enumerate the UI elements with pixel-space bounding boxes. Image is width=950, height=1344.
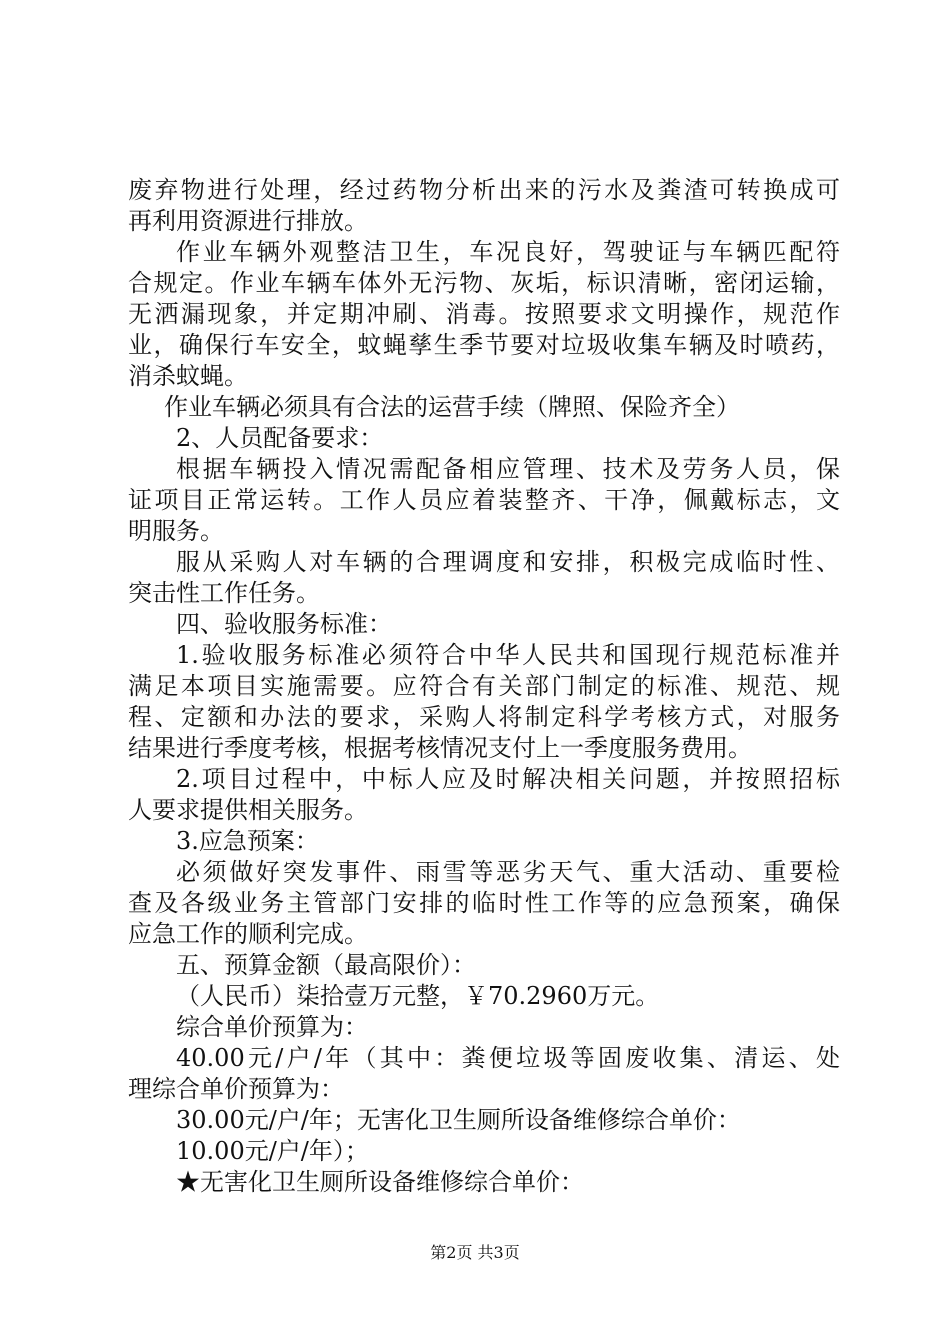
paragraph-line: 应急工作的顺利完成。 (128, 920, 368, 948)
paragraph-line: 满足本项目实施需要。应符合有关部门制定的标准、规范、规 (128, 672, 840, 700)
paragraph-line: 40.00元/户/年（其中：粪便垃圾等固废收集、清运、处 (176, 1044, 840, 1072)
paragraph-line: 30.00元/户/年；无害化卫生厕所设备维修综合单价： (176, 1106, 741, 1134)
paragraph-line: 人要求提供相关服务。 (128, 796, 368, 824)
paragraph-line: 业，确保行车安全，蚊蝇孳生季节要对垃圾收集车辆及时喷药， (128, 331, 840, 359)
paragraph-line: ★无害化卫生厕所设备维修综合单价： (176, 1168, 584, 1196)
paragraph-line: 查及各级业务主管部门安排的临时性工作等的应急预案，确保 (128, 889, 840, 917)
page-footer: 第2页 共3页 (430, 1243, 520, 1262)
paragraph-line: 证项目正常运转。工作人员应着装整齐、干净，佩戴标志，文 (128, 486, 840, 514)
paragraph-line: 3.应急预案： (176, 827, 319, 855)
paragraph-line: 合规定。作业车辆车体外无污物、灰垢，标识清晰，密闭运输， (128, 269, 840, 297)
paragraph-line: 明服务。 (128, 517, 224, 545)
paragraph-line: 必须做好突发事件、雨雪等恶劣天气、重大活动、重要检 (176, 858, 840, 886)
paragraph-line: 服从采购人对车辆的合理调度和安排，积极完成临时性、 (176, 548, 840, 576)
paragraph-line: 1.验收服务标准必须符合中华人民共和国现行规范标准并 (176, 641, 840, 669)
paragraph-line: 废弃物进行处理，经过药物分析出来的污水及粪渣可转换成可 (128, 176, 840, 204)
paragraph-line: 根据车辆投入情况需配备相应管理、技术及劳务人员，保 (176, 455, 840, 483)
document-body (128, 175, 840, 1198)
paragraph-line: 10.00元/户/年）； (176, 1137, 369, 1165)
paragraph-line: 2、人员配备要求： (176, 424, 384, 452)
paragraph-line: 2.项目过程中，中标人应及时解决相关问题，并按照招标 (176, 765, 840, 793)
paragraph-line: 四、验收服务标准： (176, 610, 392, 638)
paragraph-line: 作业车辆外观整洁卫生，车况良好，驾驶证与车辆匹配符 (176, 238, 840, 266)
paragraph-line: 作业车辆必须具有合法的运营手续（牌照、保险齐全） (164, 393, 740, 421)
paragraph-line: 综合单价预算为： (176, 1013, 368, 1041)
paragraph-line: 程、定额和办法的要求，采购人将制定科学考核方式，对服务 (128, 703, 840, 731)
paragraph-line: 理综合单价预算为： (128, 1075, 344, 1103)
paragraph-line: 消杀蚊蝇。 (128, 362, 248, 390)
paragraph-line: 突击性工作任务。 (128, 579, 320, 607)
paragraph-line: （人民币）柒拾壹万元整，￥70.2960万元。 (176, 982, 660, 1010)
paragraph-line: 再利用资源进行排放。 (128, 207, 368, 235)
paragraph-line: 无洒漏现象，并定期冲刷、消毒。按照要求文明操作，规范作 (128, 300, 840, 328)
paragraph-line: 结果进行季度考核，根据考核情况支付上一季度服务费用。 (128, 734, 752, 762)
paragraph-line: 五、预算金额（最高限价）： (176, 951, 476, 979)
